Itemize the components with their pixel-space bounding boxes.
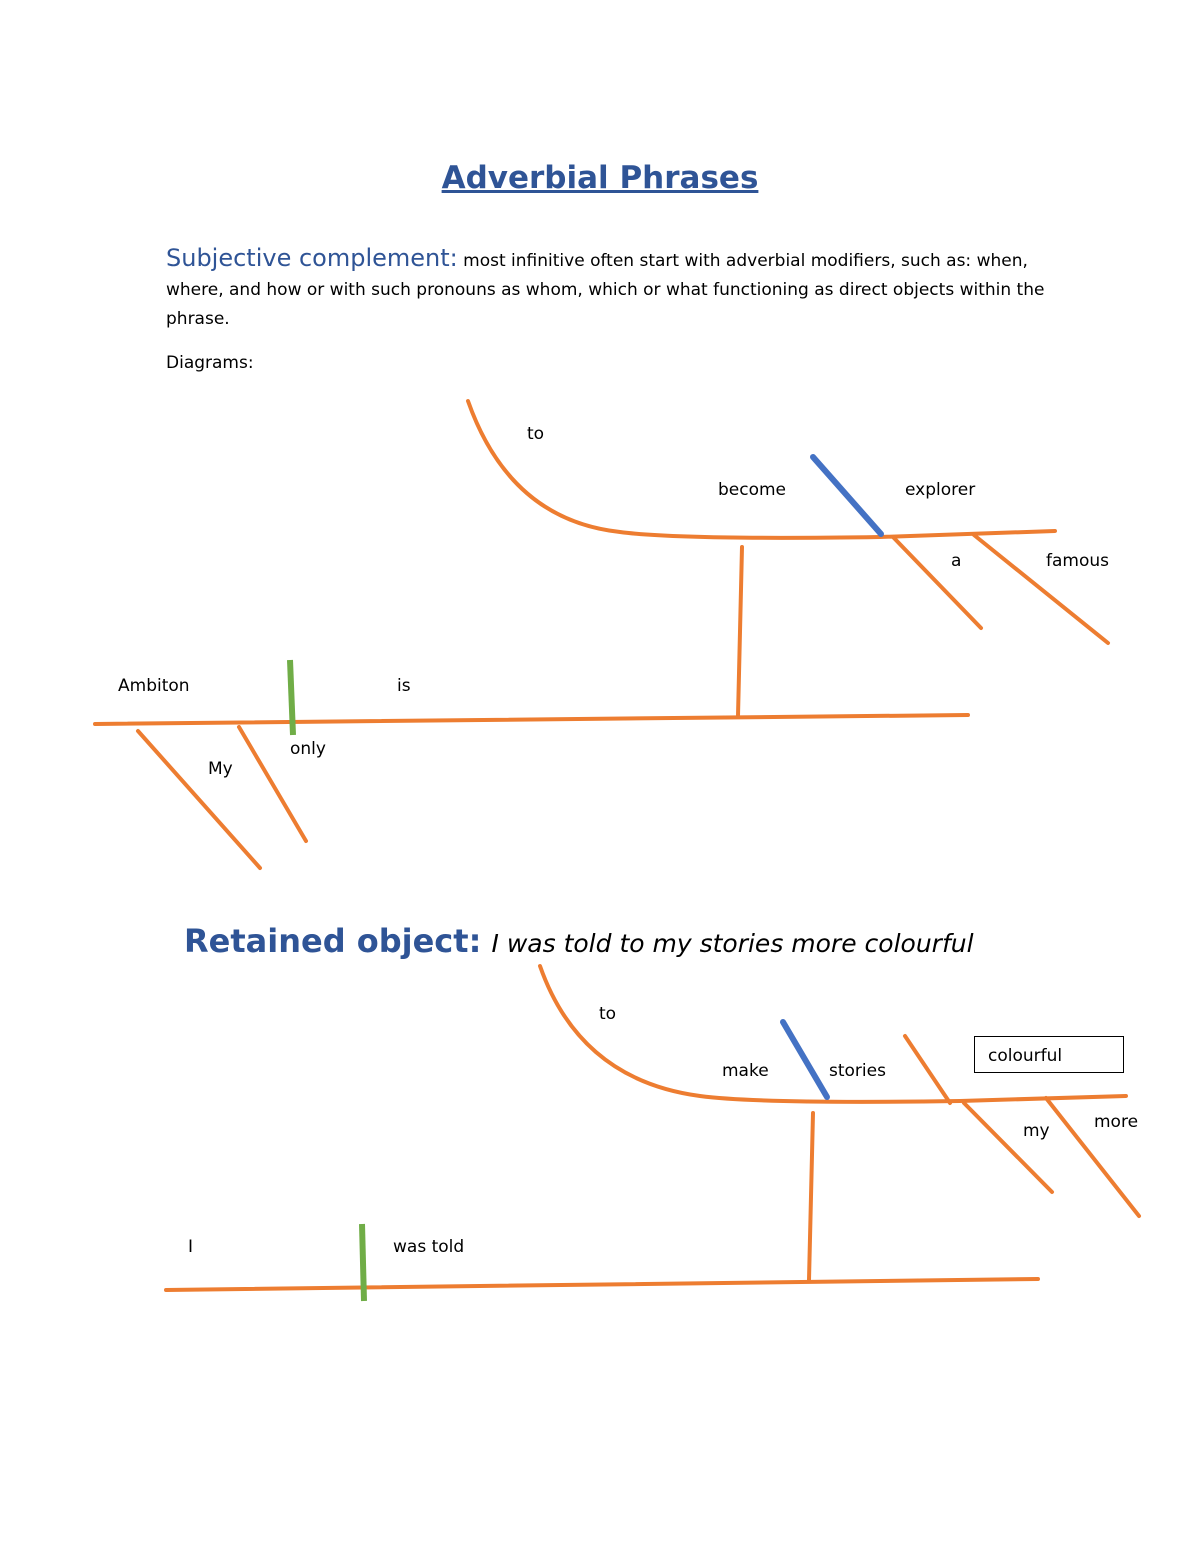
d1-subject: Ambiton — [118, 676, 190, 696]
d1-subject-divider — [290, 660, 293, 735]
d2-modifier-my-label: my — [1023, 1121, 1050, 1141]
d2-baseline — [166, 1279, 1038, 1290]
d2-complement-slant — [905, 1036, 950, 1103]
d2-modifier-my — [964, 1103, 1052, 1192]
d2-pedestal — [809, 1113, 813, 1280]
d1-infinitive-curve — [468, 401, 1055, 538]
d1-modifier-a — [893, 537, 981, 628]
intro-text: most infinitive often start with adverbial modifiers, such as: when, where, and how or with such pronouns as whom, which or what functioning as direct objects within the phrase. — [166, 251, 1045, 329]
d1-complement-slash — [813, 457, 881, 534]
d1-pedestal — [738, 547, 742, 716]
retained-head: Retained object: — [184, 922, 482, 960]
page-title: Adverbial Phrases — [441, 160, 759, 196]
d2-infinitive-verb: make — [722, 1061, 769, 1081]
d1-modifier-my-label: My — [208, 759, 233, 779]
d2-modifier-more-label: more — [1094, 1112, 1139, 1132]
d2-complement: colourful — [988, 1046, 1063, 1066]
diagrams-label: Diagrams: — [166, 353, 254, 373]
d2-infinitive-curve — [540, 966, 1126, 1102]
d1-complement: explorer — [905, 480, 976, 500]
d2-infinitive-to: to — [599, 1004, 617, 1024]
d2-verb: was told — [393, 1237, 465, 1257]
d2-object-slash — [783, 1022, 827, 1097]
d1-modifier-only-label: only — [290, 739, 326, 759]
d2-subject: I — [188, 1237, 194, 1257]
d1-verb: is — [397, 676, 411, 696]
d1-baseline — [95, 715, 968, 724]
d1-infinitive-to: to — [527, 424, 545, 444]
d2-object: stories — [829, 1061, 886, 1081]
d1-article: a — [951, 551, 962, 571]
retained-object-heading — [184, 922, 974, 960]
d2-subject-divider — [362, 1224, 364, 1301]
d1-infinitive-verb: become — [718, 480, 787, 500]
intro-lead: Subjective complement: — [166, 244, 458, 272]
retained-example: I was told to my stories more colourful — [491, 929, 974, 958]
d1-adjective: famous — [1046, 551, 1109, 571]
d1-modifier-my — [138, 731, 260, 868]
